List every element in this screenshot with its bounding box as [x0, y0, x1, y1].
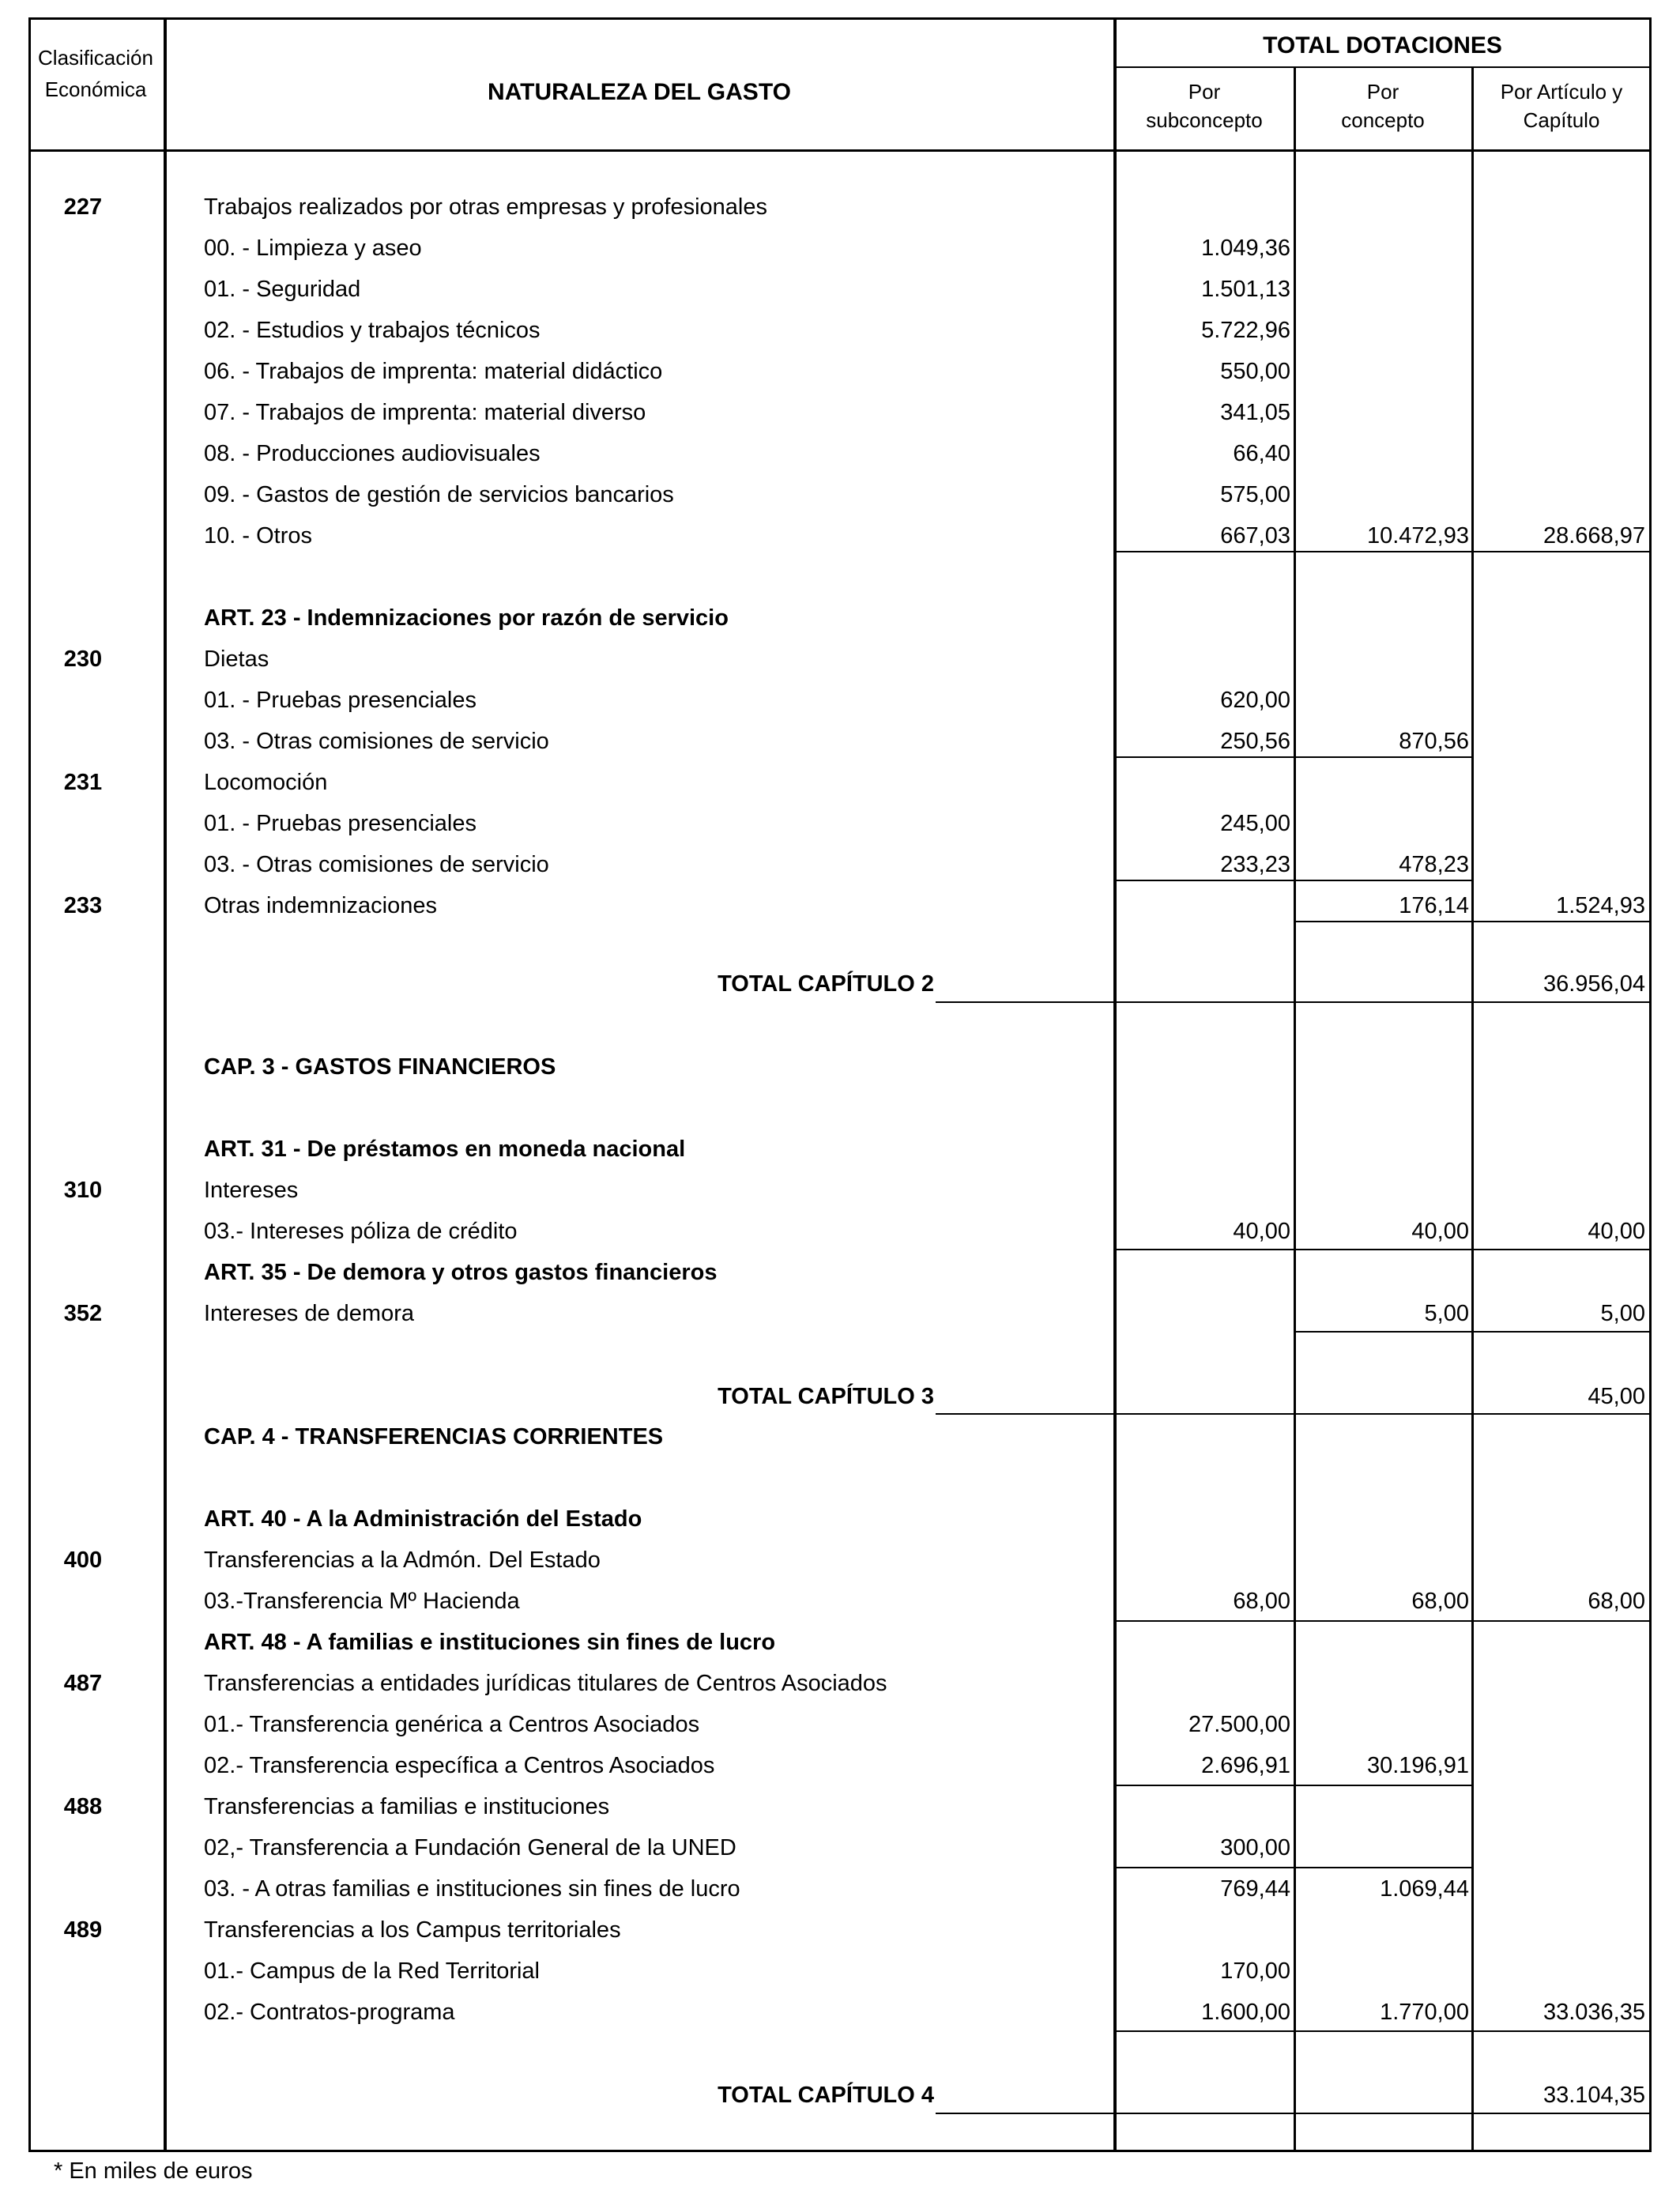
row-description: Dietas [204, 647, 269, 672]
row-articulo: 1.524,93 [1556, 893, 1645, 918]
row-subconcepto: 233,23 [1220, 852, 1290, 877]
row-description: Transferencias a los Campus territoriales [204, 1917, 621, 1943]
header-clasificacion [28, 47, 163, 100]
header-col-articulo [1472, 81, 1651, 130]
table-right-border [1649, 17, 1652, 2152]
underline-488 [1115, 1867, 1472, 1868]
row-concepto: 5,00 [1424, 1301, 1469, 1326]
header-col-articulo-line1: Por Artículo y [1500, 80, 1623, 104]
row-description: 00. - Limpieza y aseo [204, 236, 422, 261]
row-description: 01.- Campus de la Red Territorial [204, 1958, 540, 1984]
row-description: 03.- Intereses póliza de crédito [204, 1219, 518, 1244]
row-subconcepto: 27.500,00 [1188, 1712, 1290, 1737]
row-subconcepto: 620,00 [1220, 688, 1290, 713]
row-description: Transferencias a entidades jurídicas titulares de Centros Asociados [204, 1671, 887, 1696]
col-divider-code [164, 17, 167, 2152]
row-subconcepto: 250,56 [1220, 729, 1290, 754]
row-subconcepto: 341,05 [1220, 400, 1290, 425]
row-subconcepto: 68,00 [1233, 1589, 1290, 1614]
row-concepto: 478,23 [1399, 852, 1469, 877]
header-total-dotaciones: TOTAL DOTACIONES [1263, 32, 1502, 58]
row-description: Intereses [204, 1178, 299, 1203]
header-bottom-border [28, 149, 1652, 152]
row-subconcepto: 667,03 [1220, 523, 1290, 548]
row-articulo: 33.036,35 [1543, 2000, 1645, 2025]
row-description: Otras indemnizaciones [204, 893, 437, 918]
underline-total-2 [936, 1001, 1650, 1003]
underline-total-4 [936, 2113, 1650, 2114]
underline-487 [1115, 1785, 1472, 1786]
row-description: ART. 23 - Indemnizaciones por razón de servicio [204, 605, 729, 631]
row-code: 487 [63, 1671, 103, 1696]
header-col-concepto-line1: Por [1366, 80, 1399, 104]
row-subconcepto: 300,00 [1220, 1835, 1290, 1860]
row-articulo: 68,00 [1588, 1589, 1645, 1614]
row-code: 310 [63, 1178, 103, 1203]
row-concepto: 870,56 [1399, 729, 1469, 754]
header-col-articulo-line2: Capítulo [1523, 108, 1600, 132]
table-bottom-border [28, 2150, 1652, 2152]
row-description: 02.- Contratos-programa [204, 2000, 455, 2025]
row-description: Transferencias a familias e instituciones [204, 1794, 610, 1819]
row-description: 02. - Estudios y trabajos técnicos [204, 318, 541, 343]
row-subconcepto: 550,00 [1220, 359, 1290, 384]
total-value: 33.104,35 [1543, 2083, 1645, 2108]
header-col-subconcepto-line2: subconcepto [1146, 108, 1263, 132]
row-code: 400 [63, 1547, 103, 1573]
row-description: Intereses de demora [204, 1301, 414, 1326]
row-concepto: 1.069,44 [1380, 1876, 1469, 1902]
row-code: 230 [63, 647, 103, 672]
header-col-subconcepto-line1: Por [1188, 80, 1221, 104]
row-concepto: 40,00 [1411, 1219, 1469, 1244]
row-subconcepto: 1.600,00 [1201, 2000, 1290, 2025]
row-description: ART. 35 - De demora y otros gastos financieros [204, 1260, 718, 1285]
row-description: 10. - Otros [204, 523, 312, 548]
underline-310 [1115, 1249, 1650, 1250]
row-description: 03. - Otras comisiones de servicio [204, 852, 549, 877]
underline-233 [1294, 921, 1650, 922]
underline-400 [1115, 1620, 1650, 1622]
row-description: Trabajos realizados por otras empresas y profesionales [204, 194, 767, 220]
row-subconcepto: 245,00 [1220, 811, 1290, 836]
row-concepto: 176,14 [1399, 893, 1469, 918]
row-subconcepto: 5.722,96 [1201, 318, 1290, 343]
underline-231 [1115, 880, 1472, 881]
row-description: Transferencias a la Admón. Del Estado [204, 1547, 601, 1573]
row-concepto: 10.472,93 [1366, 523, 1469, 548]
row-articulo: 40,00 [1588, 1219, 1645, 1244]
row-description: 02.- Transferencia específica a Centros Asociados [204, 1753, 715, 1778]
col-divider-concepto [1471, 66, 1474, 2152]
row-description: 01. - Pruebas presenciales [204, 688, 477, 713]
row-description: 01.- Transferencia genérica a Centros Asociados [204, 1712, 700, 1737]
row-description: 06. - Trabajos de imprenta: material didáctico [204, 359, 663, 384]
table-top-border [28, 17, 1652, 20]
row-subconcepto: 170,00 [1220, 1958, 1290, 1984]
row-description: ART. 31 - De préstamos en moneda nacional [204, 1137, 686, 1162]
footnote: * En miles de euros [54, 2158, 253, 2184]
row-description: CAP. 4 - TRANSFERENCIAS CORRIENTES [204, 1424, 664, 1449]
header-col-concepto [1294, 81, 1472, 130]
table-left-border [28, 17, 31, 2152]
header-subdivider [1115, 66, 1652, 68]
header-clasificacion-line2: Económica [44, 77, 147, 101]
row-subconcepto: 1.501,13 [1201, 277, 1290, 302]
row-description: 03.-Transferencia Mº Hacienda [204, 1589, 520, 1614]
row-articulo: 5,00 [1600, 1301, 1645, 1326]
row-concepto: 68,00 [1411, 1589, 1469, 1614]
row-code: 227 [63, 194, 103, 220]
row-subconcepto: 575,00 [1220, 482, 1290, 507]
row-description: 09. - Gastos de gestión de servicios bancarios [204, 482, 674, 507]
underline-230 [1115, 756, 1472, 758]
row-description: 03. - Otras comisiones de servicio [204, 729, 549, 754]
underline-352 [1294, 1331, 1650, 1333]
underline-total-3 [936, 1413, 1650, 1415]
row-description: ART. 48 - A familias e instituciones sin fines de lucro [204, 1630, 776, 1655]
row-code: 231 [63, 770, 103, 795]
total-label: TOTAL CAPÍTULO 3 [718, 1384, 934, 1409]
row-code: 489 [63, 1917, 103, 1943]
underline-489 [1115, 2030, 1650, 2032]
row-description: 01. - Pruebas presenciales [204, 811, 477, 836]
header-naturaleza: NATURALEZA DEL GASTO [488, 79, 791, 105]
header-clasificacion-line1: Clasificación [38, 46, 153, 70]
underline-227 [1115, 551, 1650, 552]
header-col-concepto-line2: concepto [1341, 108, 1425, 132]
row-description: 08. - Producciones audiovisuales [204, 441, 541, 466]
row-description: 02,- Transferencia a Fundación General de la UNED [204, 1835, 736, 1860]
row-description: CAP. 3 - GASTOS FINANCIEROS [204, 1054, 556, 1080]
row-subconcepto: 769,44 [1220, 1876, 1290, 1902]
row-subconcepto: 2.696,91 [1201, 1753, 1290, 1778]
row-description: 07. - Trabajos de imprenta: material diverso [204, 400, 646, 425]
header-col-subconcepto [1115, 81, 1294, 130]
row-description: 01. - Seguridad [204, 277, 361, 302]
row-description: Locomoción [204, 770, 328, 795]
total-label: TOTAL CAPÍTULO 2 [718, 971, 934, 997]
total-value: 36.956,04 [1543, 971, 1645, 997]
row-articulo: 28.668,97 [1543, 523, 1645, 548]
total-value: 45,00 [1588, 1384, 1645, 1409]
row-subconcepto: 40,00 [1233, 1219, 1290, 1244]
row-code: 352 [63, 1301, 103, 1326]
row-concepto: 1.770,00 [1380, 2000, 1469, 2025]
col-divider-subconcepto [1294, 66, 1296, 2152]
total-label: TOTAL CAPÍTULO 4 [718, 2083, 934, 2108]
row-subconcepto: 1.049,36 [1201, 236, 1290, 261]
row-code: 488 [63, 1794, 103, 1819]
row-code: 233 [63, 893, 103, 918]
row-description: 03. - A otras familias e instituciones sin fines de lucro [204, 1876, 740, 1902]
row-description: ART. 40 - A la Administración del Estado [204, 1506, 642, 1532]
row-subconcepto: 66,40 [1233, 441, 1290, 466]
row-concepto: 30.196,91 [1366, 1753, 1469, 1778]
